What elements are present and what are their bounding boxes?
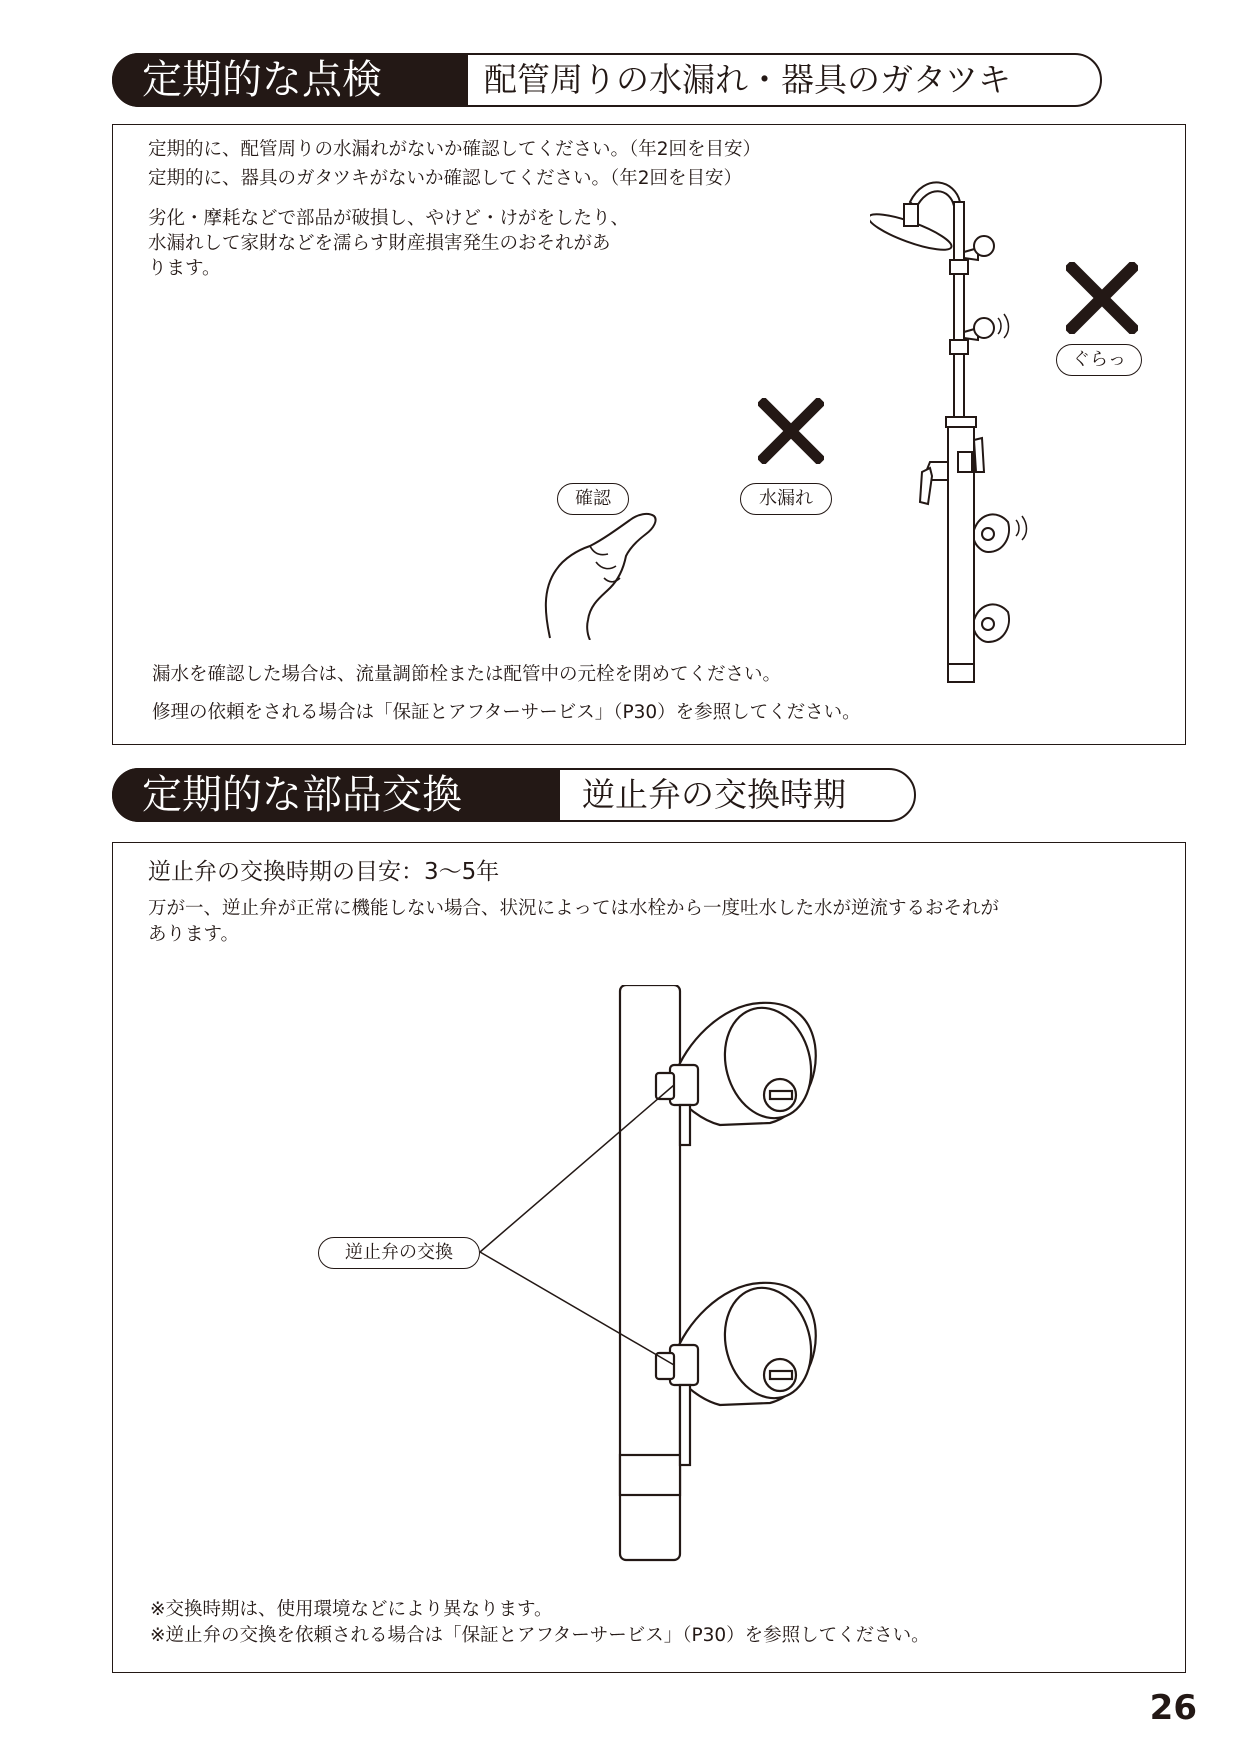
section2-subtitle: 逆止弁の交換時期 <box>582 775 846 814</box>
page-number: 26 <box>1149 1688 1197 1728</box>
section1-subtitle: 配管周りの水漏れ・器具のガタツキ <box>484 60 1012 99</box>
shower-column-illustration <box>870 172 1060 692</box>
section2-note2: ※逆止弁の交換を依頼される場合は「保証とアフターサービス」（P30）を参照してください。 <box>150 1625 930 1646</box>
section1-warning-1: 劣化・摩耗などで部品が破損し、やけど・けがをしたり、 <box>148 208 630 229</box>
x-mark-leak-icon <box>758 398 824 464</box>
section1-note2: 修理の依頼をされる場合は「保証とアフターサービス」（P30）を参照してください。 <box>152 702 861 723</box>
section2-header <box>112 768 916 822</box>
section1-warning-2: 水漏れして家財などを濡らす財産損害発生のおそれがあ <box>148 233 611 254</box>
section1-title: 定期的な点検 <box>112 53 468 107</box>
section2-heading: 逆止弁の交換時期の目安：3〜5年 <box>148 859 500 885</box>
hand-pointing-illustration <box>530 500 680 640</box>
label-check: 確認 <box>557 483 629 515</box>
x-mark-wobble-icon <box>1066 262 1138 334</box>
section2-desc-2: あります。 <box>148 924 240 945</box>
label-wobble: ぐらっ <box>1056 344 1142 376</box>
section1-header <box>112 53 1102 107</box>
section2-title: 定期的な部品交換 <box>112 768 560 822</box>
section1-note1: 漏水を確認した場合は、流量調節栓または配管中の元栓を閉めてください。 <box>152 664 782 685</box>
section1-line1: 定期的に、配管周りの水漏れがないか確認してください。（年2回を目安） <box>148 139 762 160</box>
section1-line2: 定期的に、器具のガタツキがないか確認してください。（年2回を目安） <box>148 168 742 189</box>
label-check-valve-replacement: 逆止弁の交換 <box>318 1237 480 1269</box>
section1-warning-3: ります。 <box>148 258 221 279</box>
section2-note1: ※交換時期は、使用環境などにより異なります。 <box>150 1599 553 1620</box>
check-valve-illustration <box>470 985 830 1565</box>
label-leak: 水漏れ <box>740 483 832 515</box>
section2-desc-1: 万が一、逆止弁が正常に機能しない場合、状況によっては水栓から一度吐水した水が逆流するおそれが <box>148 898 1000 919</box>
